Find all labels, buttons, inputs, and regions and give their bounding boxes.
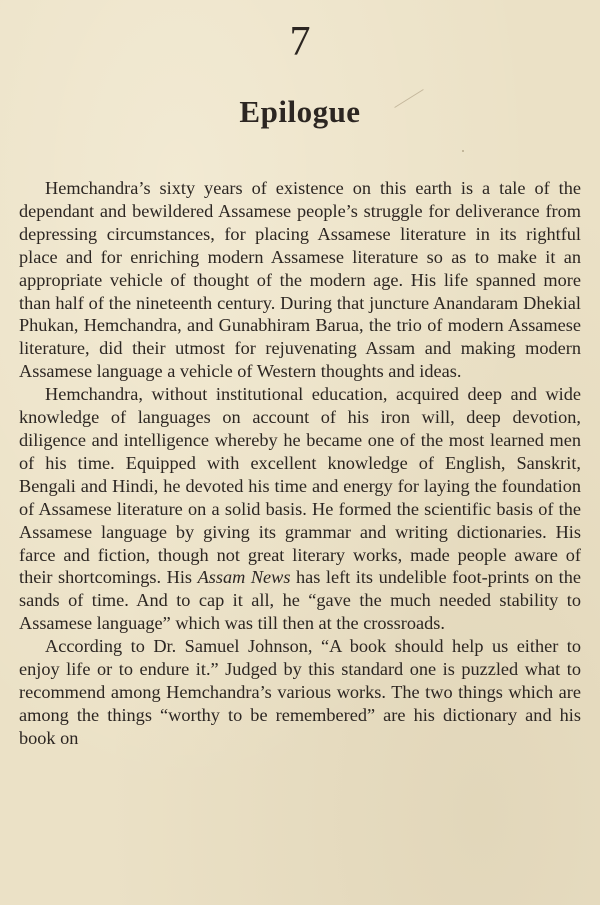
paragraph [19,383,581,635]
chapter-title: Epilogue [239,94,361,129]
body-text [19,177,581,750]
chapter-number: 7 [289,19,311,65]
paper-mark [462,150,464,152]
paragraph-text: Hemchandra, without institutional education, acquired deep and wide knowledge of languages on account of his iron will, deep devotion, diligence and intelligence whereby he became one of the most learned men of his time. Equipped with excellent knowledge of English, Sanskrit, Bengali and Hindi, he devoted his time and energy for laying the foundation of Assamese literature on a solid basis. He formed the scientific basis of the Assamese language by giving its grammar and writing dictionaries. His farce and fiction, though not great literary works, made people aware of their shortcomings. His [19,384,581,588]
paragraph-text: has left its undelible foot-prints on the sands of time. And to cap it all, he “gave the much needed stability to Assamese language” which was till then at the crossroads. [19,567,581,634]
paragraph: Hemchandra’s sixty years of existence on this earth is a tale of the dependant and bewildered Assamese people’s struggle for deliverance from depressing circumstances, for placing Assamese literature in its rightful place and for enriching modern Assamese literature so as to make it an appropriate vehicle of thought of the modern age. His life spanned more than half of the nineteenth century. During that juncture Anandaram Dhekial Phukan, Hemchandra, and Gunabhiram Barua, the trio of modern Assamese literature, did their utmost for rejuvenating Assam and making modern Assamese language a vehicle of Western thoughts and ideas. [19,178,581,382]
paragraph: According to Dr. Samuel Johnson, “A book should help us either to enjoy life or to endure it.” Judged by this standard one is puzzled what to recommend among Hemchandra’s various works. The two things which are among the things “worthy to be remembered” are his dictionary and his book on [19,636,581,748]
newspaper-title: Assam News [197,567,291,588]
